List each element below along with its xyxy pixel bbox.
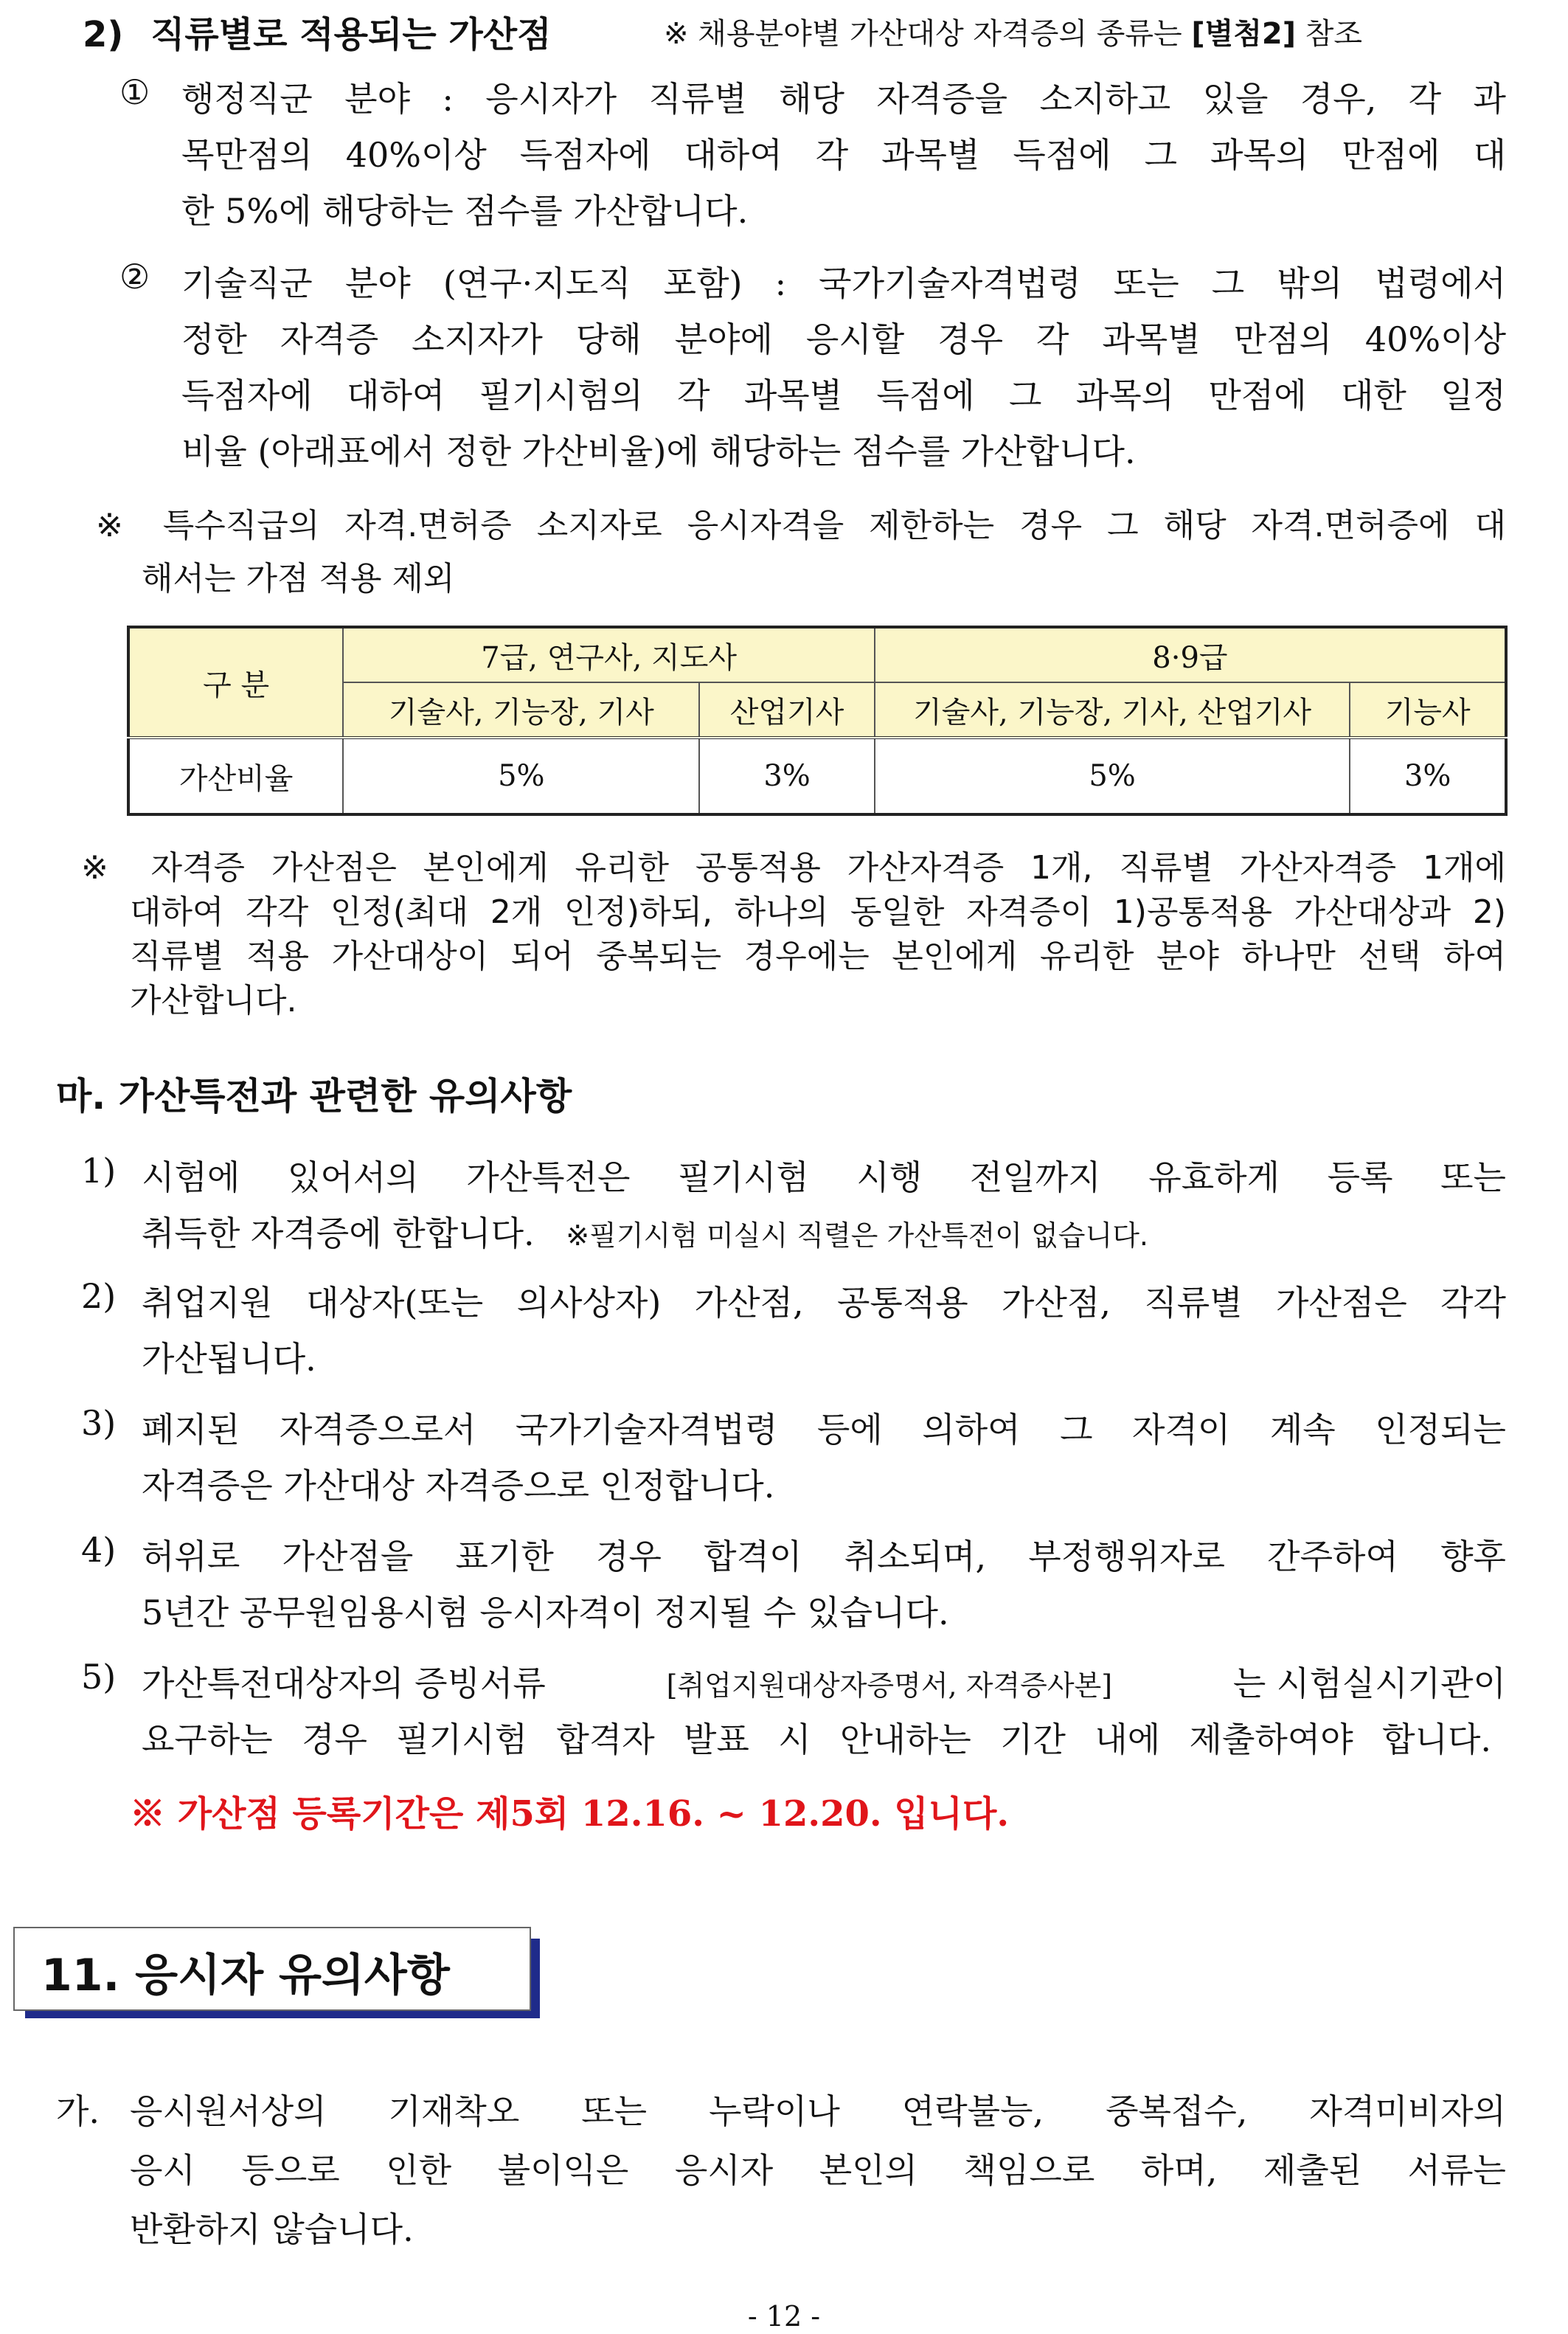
table-cell: 5% — [343, 738, 699, 814]
registration-period-note: ※ 가산점 등록기간은 제5회 12.16. ~ 12.20. 입니다. — [130, 1793, 1010, 1835]
header-reference-note — [664, 10, 1362, 52]
special-note-line: ※ 특수직급의 자격.면허증 소지자로 응시자격을 제한하는 경우 그 해당 자격.면허증에 대 — [96, 507, 1506, 544]
subsection-number: 2) — [83, 14, 124, 55]
table-group-header: 8·9급 — [875, 627, 1506, 682]
ma-item-line: 취업지원 대상자(또는 의사상자) 가산점, 공통적용 가산점, 직류별 가산점은 각각 — [142, 1283, 1506, 1323]
ga-line: 반환하지 않습니다. — [130, 2209, 414, 2249]
table-row-label: 가산비율 — [128, 738, 343, 814]
table-cell: 5% — [875, 738, 1350, 814]
ma-item-line: 자격증은 가산대상 자격증으로 인정합니다. — [142, 1466, 775, 1506]
table-subheader-cell: 기능사 — [1350, 682, 1506, 738]
ma-item-line: 요구하는 경우 필기시험 합격자 발표 시 안내하는 기간 내에 제출하여야 합니다. — [142, 1720, 1491, 1759]
item2-line: 기술직군 분야 (연구·지도직 포함) : 국가기술자격법령 또는 그 밖의 법령에서 — [181, 263, 1506, 303]
section-11-box — [13, 1927, 531, 2011]
special-note-line: 해서는 가점 적용 제외 — [142, 560, 455, 598]
ma-item-text: 는 시험실시기관이 — [1232, 1663, 1506, 1703]
ma-item-text: 취득한 자격증에 한합니다. — [142, 1213, 535, 1253]
cert-note-line: 가산합니다. — [130, 982, 297, 1019]
item1-marker: ① — [119, 72, 150, 112]
section-ma-title: 마. 가산특전과 관련한 유의사항 — [56, 1075, 572, 1118]
ga-line: 응시원서상의 기재착오 또는 누락이나 연락불능, 중복접수, 자격미비자의 — [130, 2091, 1506, 2131]
reference-note-bold: [별첨2] — [1191, 17, 1297, 51]
item2-line: 득점자에 대하여 필기시험의 각 과목별 득점에 그 과목의 만점에 대한 일정 — [181, 375, 1506, 415]
item2-line: 정한 자격증 소지자가 당해 분야에 응시할 경우 각 과목별 만점의 40%이상 — [181, 319, 1506, 359]
item2-line: 비율 (아래표에서 정한 가산비율)에 해당하는 점수를 가산합니다. — [181, 432, 1136, 471]
ma-item-text: 가산특전대상자의 증빙서류 — [142, 1663, 546, 1703]
ma-item-small-note: ※필기시험 미실시 직렬은 가산특전이 없습니다. — [566, 1219, 1148, 1252]
table-subheader-cell: 산업기사 — [699, 682, 875, 738]
ma-item-number: 2) — [81, 1276, 117, 1316]
ga-line: 응시 등으로 인한 불이익은 응시자 본인의 책임으로 하며, 제출된 서류는 — [130, 2150, 1506, 2190]
ma-item-number: 5) — [81, 1657, 117, 1697]
ma-item-line — [142, 1657, 1506, 1706]
ma-item-number: 1) — [81, 1151, 117, 1191]
cert-note-line: 대하여 각각 인정(최대 2개 인정)하되, 하나의 동일한 자격증이 1)공통적용 가산대상과 2) — [130, 893, 1506, 931]
section-box-shadow — [530, 1939, 540, 2018]
table-header-row — [128, 627, 1506, 682]
reference-note-suffix: 참조 — [1296, 17, 1363, 51]
item1-line: 목만점의 40%이상 득점자에 대하여 각 과목별 득점에 그 과목의 만점에 대 — [181, 135, 1506, 175]
cert-note-line: 직류별 적용 가산대상이 되어 중복되는 경우에는 본인에게 유리한 분야 하나만 선택 하여 — [130, 938, 1506, 975]
subsection-heading — [83, 6, 552, 57]
ma-item-line: 허위로 가산점을 표기한 경우 합격이 취소되며, 부정행위자로 간주하여 향후 — [142, 1537, 1506, 1576]
item1-line: 행정직군 분야 : 응시자가 직류별 해당 자격증을 소지하고 있을 경우, 각 과 — [181, 79, 1506, 119]
subsection-title: 직류별로 적용되는 가산점 — [150, 14, 552, 55]
ma-item-number: 3) — [81, 1403, 117, 1443]
ma-item-line: 시험에 있어서의 가산특전은 필기시험 시행 전일까지 유효하게 등록 또는 — [142, 1157, 1506, 1197]
table-subheader-cell: 기술사, 기능장, 기사 — [343, 682, 699, 738]
ma-item-small-note: [취업지원대상자증명서, 자격증사본] — [666, 1669, 1113, 1702]
ma-item-number: 4) — [81, 1530, 117, 1570]
table-cell: 3% — [1350, 738, 1506, 814]
ma-item-line — [142, 1207, 1148, 1256]
page-number: - 12 - — [747, 2300, 821, 2333]
cert-note-line: ※ 자격증 가산점은 본인에게 유리한 공통적용 가산자격증 1개, 직류별 가산자격증 1개에 — [81, 849, 1506, 887]
table-subheader-cell: 기술사, 기능장, 기사, 산업기사 — [875, 682, 1350, 738]
table-group-header: 7급, 연구사, 지도사 — [343, 627, 874, 682]
section-11-title: 11. 응시자 유의사항 — [41, 1950, 450, 2001]
table-cell: 3% — [699, 738, 875, 814]
ma-item-line: 가산됩니다. — [142, 1339, 316, 1379]
item2-marker: ② — [119, 257, 150, 297]
ma-item-line: 폐지된 자격증으로서 국가기술자격법령 등에 의하여 그 자격이 계속 인정되는 — [142, 1410, 1506, 1450]
reference-note-text: ※ 채용분야별 가산대상 자격증의 종류는 — [664, 17, 1192, 51]
table-row — [128, 738, 1506, 814]
bonus-rate-table — [127, 626, 1508, 816]
item1-line: 한 5%에 해당하는 점수를 가산합니다. — [181, 191, 749, 231]
ga-marker: 가. — [56, 2091, 100, 2131]
ma-item-line: 5년간 공무원임용시험 응시자격이 정지될 수 있습니다. — [142, 1593, 949, 1632]
table-corner-cell: 구 분 — [128, 627, 343, 738]
